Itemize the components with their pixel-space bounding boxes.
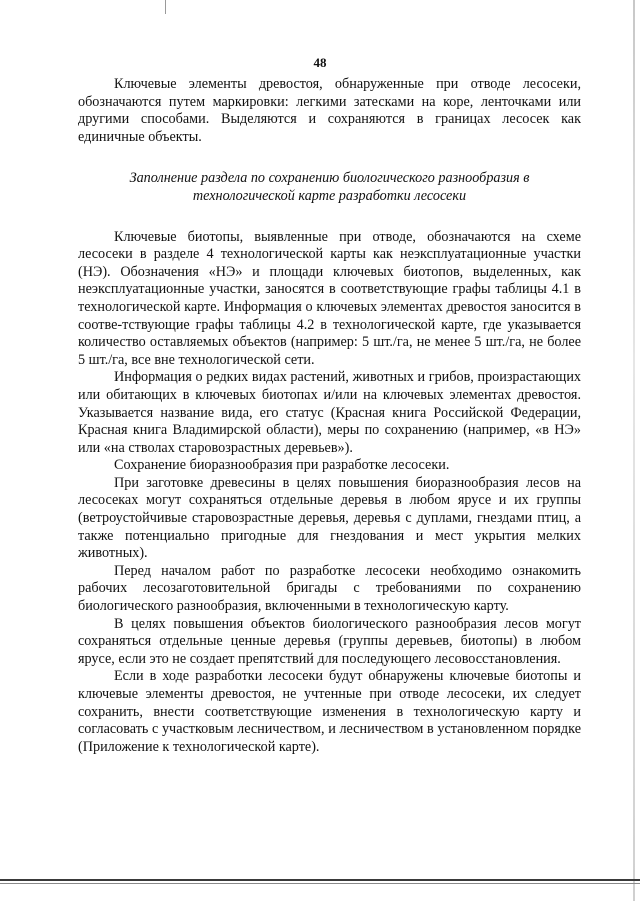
body-paragraph: Если в ходе разработки лесосеки будут обнаружены ключевые биотопы и ключевые элементы древостоя, не учтенные при отводе лесосеки, их следует сохранить, внести соответствующие изменения в технологическую карту и согласовать с участковым лесничеством, и лесничеством в установленном порядке (Приложение к технологической карте). [78,668,581,755]
body-paragraph: Сохранение биоразнообразия при разработке лесосеки. [114,457,450,474]
body-paragraph: Перед началом работ по разработке лесосеки необходимо ознакомить рабочих лесозаготовительной бригады с требованиями по сохранению биологического разнообразия, включенными в технологическую карту. [78,562,581,615]
body-paragraph: Информация о редких видах растений, животных и грибов, произрастающих или обитающих в ключевых биотопах и/или на ключевых элементах древостоя. Указывается название вида, его статус (Красная книга Российской Федерации, Красная книга Владимирской области), меры по сохранению (например, «в НЭ» или «на стволах старовозрастных деревьев»). [78,369,581,456]
page-number: 48 [313,55,327,70]
scan-artifact-right-edge [633,0,635,901]
scan-artifact-bottom-line-thin [0,883,640,884]
scan-artifact-bottom-line [0,879,640,881]
body-paragraph: В целях повышения объектов биологического разнообразия лесов могут сохраняться отдельные ценные деревья (группы деревьев, биотопы) в любом ярусе, если это не создает препятствий для последующего лесовосстановления. [78,615,581,667]
intro-paragraph: Ключевые элементы древостоя, обнаруженные при отводе лесосеки, обозначаются путем маркировки: легкими затесками на коре, ленточками или другими способами. Выделяются и сохраняются в границах лесосек как единичные объекты. [78,76,581,145]
scan-artifact-top [165,0,166,14]
document-body [78,76,581,756]
body-paragraph: Ключевые биотопы, выявленные при отводе, обозначаются на схеме лесосеки в разделе 4 технологической карты как неэксплуатационные участки (НЭ). Обозначения «НЭ» и площади ключевых биотопов, выделенных, как неэксплуатационные участки, заносятся в соответствующие графы таблицы 4.1 в технологической карте. Информация о ключевых элементах древостоя заносится в соотве-тствующие графы таблицы 4.2 в технологической карте, где указывается количество оставляемых объектов (например: 5 шт./га, не менее 5 шт./га, не более 5 шт./га, все вне технологической сети. [78,228,581,368]
section-heading: Заполнение раздела по сохранению биологического разнообразия в технологической карте разработки лесосеки [129,170,530,204]
body-paragraph: При заготовке древесины в целях повышения биоразнообразия лесов на лесосеках могут сохраняться отдельные деревья в любом ярусе и их группы (ветроустойчивые старовозрастные деревья, деревья с дуплами, гнездами птиц, а также потенциально пригодные для гнездования и мест укрытия мелких животных). [78,474,581,562]
